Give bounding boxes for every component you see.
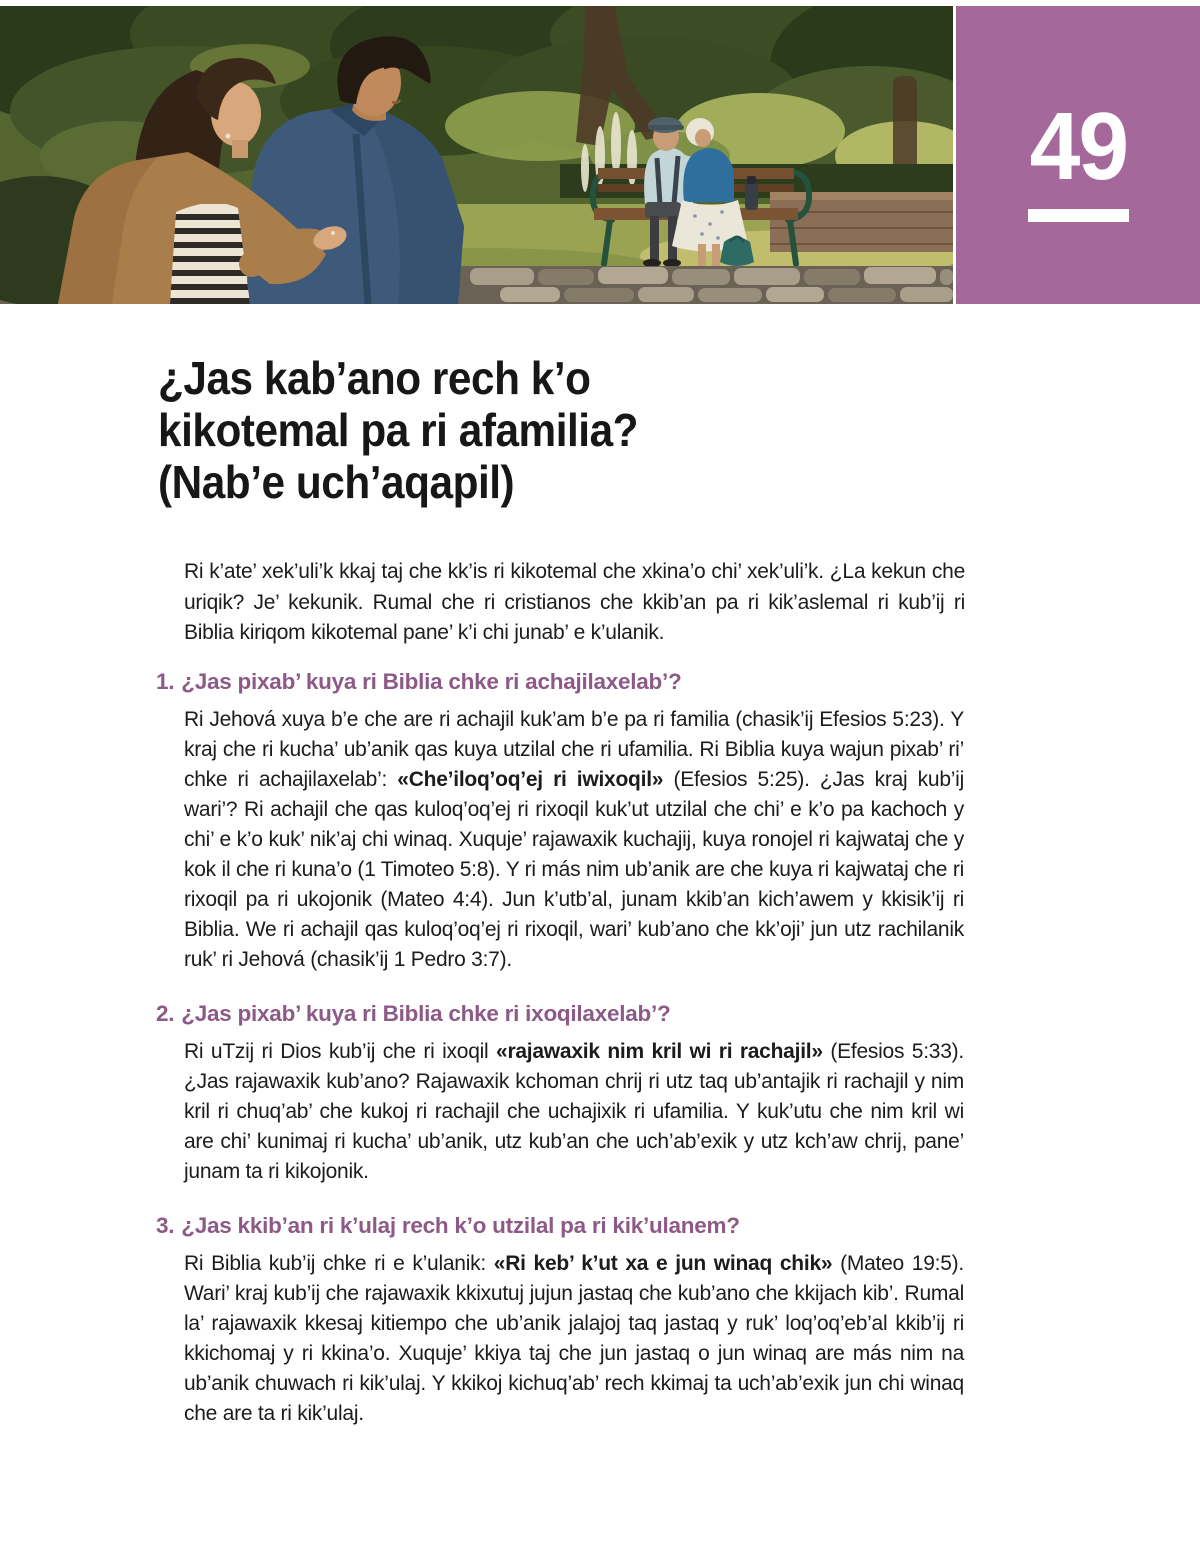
article-title	[158, 352, 857, 508]
question-section	[156, 1000, 968, 1187]
question-paragraph	[184, 1037, 964, 1187]
intro-paragraph: Ri k’ate’ xek’uli’k kkaj taj che kk’is ri kikotemal che xkina’o chi’ xek’uli’k. ¿La kekun che uriqik? Je’ kekunik. Rumal che ri cristianos che kkib’an pa ri kik’aslemal ri kub’ij ri Biblia kiriqom kikotemal pane’ k’i chi junab’ e k’ulanik.	[184, 560, 965, 644]
question-heading	[156, 1000, 968, 1028]
paragraph-text: (Efesios 5:25). ¿Jas kraj kub’ij wari’? Ri achajil che qas kuloq’oq’ej ri rixoqil kuk’ut utzilal che chi’ e k’o pa kachoch y chi’ e k’o kuk’ nik’aj chi winaq. Xuquje’ rajawaxik kuchajij, kuya ronojel ri kajwataj che y kok il che ri kuna’o (1 Timoteo 5:8). Y ri más nim ub’anik are che kuya ri kajwataj che ri rixoqil pa ri ukojonik (Mateo 4:4). Jun k’utb’al, junam kkib’an kich’awem y kkisik’ij ri Biblia. We ri achajil qas kuloq’oq’ej ri rixoqil, wari’ kub’ano che kk’oji’ jun utz rachilanik ruk’ ri Jehová (chasik’ij 1 Pedro 3:7).	[184, 768, 965, 971]
paragraph-text: Ri Biblia kub’ij chke ri e k’ulanik:	[184, 1252, 494, 1275]
paragraph-text: (Mateo 19:5). Wari’ kraj kub’ij che rajawaxik kkixutuj jujun jastaq che kub’ano che kkijach kib’. Rumal la’ rajawaxik kkesaj kitiempo che ub’anik jalajoj taq jastaq y ruk’ loq’oq’eb’al kkib’ij ri kkichomaj y ri kkina’o. Xuquje’ kkiya taj che jun jastaq o jun winaq are más nim na ub’anik chuwach ri kik’ulaj. Y kkikoj kichuq’ab’ rech kkimaj ta uch’ab’exik jun chi winaq che are ta ri kik’ulaj.	[184, 1252, 964, 1425]
scripture-quote: «Che’iloq’oq’ej ri iwixoqil»	[397, 768, 664, 791]
scripture-quote: «rajawaxik nim kril wi ri rachajil»	[496, 1040, 823, 1063]
lesson-number-underline	[1028, 209, 1129, 222]
question-heading	[156, 1212, 968, 1240]
question-heading	[156, 668, 968, 696]
paragraph-text: Ri uTzij ri Dios kub’ij che ri ixoqil	[184, 1040, 497, 1063]
title-line: ¿Jas kab’ano rech k’o	[158, 352, 591, 404]
scripture-quote: «Ri keb’ k’ut xa e jun winaq chik»	[493, 1252, 833, 1275]
question-paragraph	[184, 705, 964, 975]
paragraph-text: Ri Jehová xuya b’e che are ri achajil kuk’am b’e pa ri familia (chasik’ij Efesios 5:23). Y kraj che ri kucha’ ub’anik qas kuya utzilal che ri ufamilia. Ri Biblia kuya wajun pixab’ ri’ chke ri achajilaxelab’:	[184, 708, 964, 791]
title-line: (Nab’e uch’aqapil)	[158, 456, 515, 508]
question-number: 1.	[156, 669, 175, 694]
title-line: kikotemal pa ri afamilia?	[158, 404, 639, 456]
paragraph-text: (Efesios 5:33). ¿Jas rajawaxik kub’ano? Rajawaxik kchoman chrij ri utz taq ub’antajik ri rachajil y nim kril ri chuq’ab’ che kukoj ri rachajil che uchajixik ri ufamilia. Y kuk’utu che nim kril wi are chi’ kunimaj ri kucha’ ub’anik, utz kub’an che uch’ab’exik y utz kch’aw chrij, pane’ junam ta ri kikojonik.	[184, 1040, 964, 1183]
question-sections	[156, 668, 968, 1454]
question-paragraph	[184, 1249, 964, 1429]
question-label: ¿Jas pixab’ kuya ri Biblia chke ri ixoqilaxelab’?	[181, 1001, 671, 1026]
question-label: ¿Jas kkib’an ri k’ulaj rech k’o utzilal pa ri kik’ulanem?	[181, 1213, 740, 1238]
question-number: 3.	[156, 1213, 175, 1238]
question-label: ¿Jas pixab’ kuya ri Biblia chke ri achajilaxelab’?	[181, 669, 682, 694]
question-section	[156, 668, 968, 975]
question-number: 2.	[156, 1001, 175, 1026]
question-section	[156, 1212, 968, 1429]
lesson-number: 49	[1029, 92, 1127, 200]
picnic-bag	[720, 237, 754, 266]
hero-photo	[0, 6, 953, 304]
lesson-number-badge	[956, 6, 1200, 304]
